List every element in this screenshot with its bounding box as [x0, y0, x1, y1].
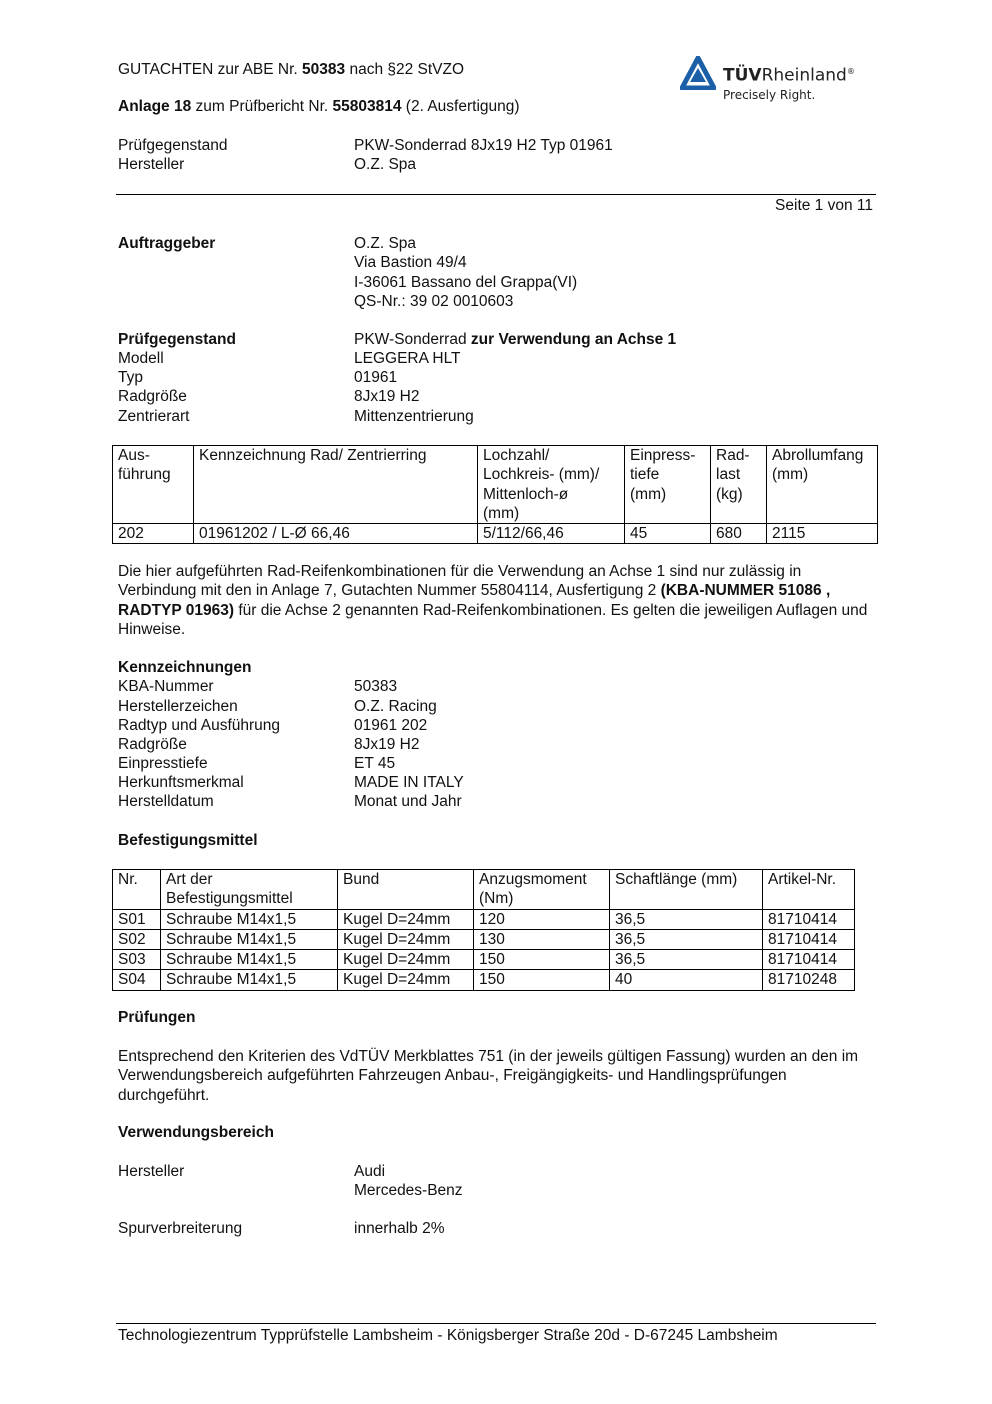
note-text: Die hier aufgeführten Rad-Reifenkombinationen für die Verwendung an Achse 1 sind nur zulässig in Verbindung mit den in Anlage 7, Gutachten Nummer 55804114, Ausfertigung 2 — [118, 563, 802, 600]
marking-label: Herstelldatum — [118, 793, 214, 810]
column-header: Anzugsmoment (Nm) — [474, 870, 610, 910]
pruefgegenstand-value-bold: zur Verwendung an Achse 1 — [470, 331, 677, 348]
table-cell: S02 — [113, 929, 161, 949]
footer-address: Technologiezentrum Typprüfstelle Lambsheim - Königsberger Straße 20d - D-67245 Lambsheim — [118, 1327, 778, 1344]
marking-value: Monat und Jahr — [354, 793, 462, 810]
table-cell: Kugel D=24mm — [338, 970, 474, 990]
combination-note — [118, 562, 868, 639]
title-prefix: GUTACHTEN zur ABE Nr. — [118, 61, 298, 78]
annex-line — [118, 97, 520, 116]
column-header: Abrollumfang (mm) — [767, 446, 878, 524]
tuv-triangle-icon — [680, 56, 716, 90]
track-widening-label: Spurverbreiterung — [118, 1220, 243, 1237]
annex-mid: zum Prüfbericht Nr. — [195, 98, 329, 115]
table-cell: 01961202 / L-Ø 66,46 — [194, 524, 478, 544]
logo-brand-rest: Rheinland — [761, 65, 847, 86]
table-row — [113, 929, 855, 949]
pruefungen-title: Prüfungen — [118, 1009, 196, 1026]
logo-registered: ® — [846, 67, 855, 76]
address-line: O.Z. Spa — [354, 235, 417, 252]
auftraggeber-address — [354, 234, 577, 311]
table-cell: Kugel D=24mm — [338, 950, 474, 970]
table-cell: 36,5 — [610, 950, 763, 970]
header-pg-label: Prüfgegenstand — [118, 137, 228, 154]
table-cell: 5/112/66,46 — [478, 524, 625, 544]
auftraggeber-section — [118, 234, 878, 314]
fastener-table — [112, 869, 855, 991]
marking-value: MADE IN ITALY — [354, 774, 464, 791]
note-text: für die Achse 2 genannten Rad-Reifenkombinationen. Es gelten die jeweiligen Auflagen und Hinweise. — [118, 601, 868, 638]
table-row — [113, 970, 855, 990]
spec-label: Radgröße — [118, 388, 187, 405]
logo-tagline: Precisely Right. — [723, 88, 816, 102]
column-header: Aus- führung — [113, 446, 194, 524]
table-cell: 150 — [474, 950, 610, 970]
title-suffix: nach §22 StVZO — [349, 61, 465, 78]
table-cell: S03 — [113, 950, 161, 970]
auftraggeber-label: Auftraggeber — [118, 235, 216, 252]
spec-label: Modell — [118, 350, 164, 367]
table-cell: Schraube M14x1,5 — [161, 929, 338, 949]
fastener-table-header — [113, 870, 855, 910]
marking-label: Radtyp und Ausführung — [118, 717, 281, 734]
pruefgegenstand-value-pre: PKW-Sonderrad — [354, 331, 467, 348]
address-line: I-36061 Bassano del Grappa(VI) — [354, 273, 578, 291]
marking-label: KBA-Nummer — [118, 678, 214, 695]
pruefgegenstand-value — [354, 330, 676, 349]
logo-brand-bold: TÜV — [723, 65, 762, 86]
column-header: Artikel-Nr. — [763, 870, 855, 910]
tuv-logo — [680, 56, 880, 104]
table-cell: Schraube M14x1,5 — [161, 950, 338, 970]
table-row — [113, 524, 878, 544]
header-hs-label: Hersteller — [118, 156, 185, 173]
verwendungsbereich-title: Verwendungsbereich — [118, 1124, 274, 1141]
report-title — [118, 60, 464, 79]
marking-value: 50383 — [354, 678, 398, 695]
column-header: Bund — [338, 870, 474, 910]
note-text-bold: (KBA-NUMMER 51086 , RADTYP 01963) — [118, 582, 831, 619]
spec-value: 8Jx19 H2 — [354, 388, 420, 405]
table-cell: 130 — [474, 929, 610, 949]
manufacturer-item: Audi — [354, 1163, 386, 1180]
table-cell: Schraube M14x1,5 — [161, 970, 338, 990]
abe-number: 50383 — [302, 61, 346, 78]
annex-label: Anlage 18 — [118, 98, 192, 115]
marking-label: Einpresstiefe — [118, 755, 208, 772]
table-cell: S01 — [113, 909, 161, 929]
column-header: Schaftlänge (mm) — [610, 870, 763, 910]
marking-label: Radgröße — [118, 736, 187, 753]
table-cell: Schraube M14x1,5 — [161, 909, 338, 929]
header-hs-value: O.Z. Spa — [354, 156, 417, 173]
table-cell: 36,5 — [610, 909, 763, 929]
column-header: Art der Befestigungsmittel — [161, 870, 338, 910]
track-widening-value: innerhalb 2% — [354, 1220, 445, 1237]
marking-label: Herstellerzeichen — [118, 698, 238, 715]
table-cell: 150 — [474, 970, 610, 990]
footer-divider — [116, 1323, 876, 1324]
address-line: QS-Nr.: 39 02 0010603 — [354, 292, 514, 310]
manufacturer-item: Mercedes-Benz — [354, 1182, 463, 1200]
spec-value: Mittenzentrierung — [354, 408, 474, 425]
marking-value: 8Jx19 H2 — [354, 736, 420, 753]
spec-value: LEGGERA HLT — [354, 350, 461, 367]
marking-value: 01961 202 — [354, 717, 428, 734]
address-line: Via Bastion 49/4 — [354, 254, 467, 272]
table-cell: 2115 — [767, 524, 878, 544]
befestigung-title: Befestigungsmittel — [118, 832, 258, 849]
table-cell: Kugel D=24mm — [338, 929, 474, 949]
table-cell: 120 — [474, 909, 610, 929]
marking-value: O.Z. Racing — [354, 698, 437, 715]
table-row — [113, 950, 855, 970]
report-number: 55803814 — [332, 98, 402, 115]
table-cell: 202 — [113, 524, 194, 544]
column-header: Nr. — [113, 870, 161, 910]
column-header: Lochzahl/ Lochkreis- (mm)/ Mittenloch-ø (mm) — [478, 446, 625, 524]
table-cell: 81710414 — [763, 929, 855, 949]
manufacturer-label: Hersteller — [118, 1163, 185, 1180]
marking-value: ET 45 — [354, 755, 396, 772]
table-cell: 81710414 — [763, 950, 855, 970]
table-cell: 40 — [610, 970, 763, 990]
table-cell: 680 — [711, 524, 767, 544]
marking-label: Herkunftsmerkmal — [118, 774, 244, 791]
pruefgegenstand-label: Prüfgegenstand — [118, 331, 236, 348]
table-cell: 36,5 — [610, 929, 763, 949]
column-header: Rad- last (kg) — [711, 446, 767, 524]
table-cell: 81710248 — [763, 970, 855, 990]
spec-label: Zentrierart — [118, 408, 190, 425]
manufacturer-list — [354, 1162, 463, 1201]
wheel-table — [112, 445, 878, 544]
header-pg-value: PKW-Sonderrad 8Jx19 H2 Typ 01961 — [354, 137, 613, 154]
logo-brand — [723, 62, 855, 86]
table-cell: 81710414 — [763, 909, 855, 929]
column-header: Kennzeichnung Rad/ Zentrierring — [194, 446, 478, 524]
page-number: Seite 1 von 11 — [775, 197, 873, 214]
table-row — [113, 909, 855, 929]
pruefungen-text: Entsprechend den Kriterien des VdTÜV Merkblattes 751 (in der jeweils gültigen Fassung) wurden an den im Verwendungsbereich aufgeführten Fahrzeugen Anbau-, Freigängigkeits- und Handlingsprüfungen durchgeführt. — [118, 1048, 859, 1104]
spec-label: Typ — [118, 369, 143, 386]
table-cell: S04 — [113, 970, 161, 990]
wheel-table-header — [113, 446, 878, 524]
column-header: Einpress- tiefe (mm) — [625, 446, 711, 524]
annex-suffix: (2. Ausfertigung) — [405, 98, 520, 115]
spec-value: 01961 — [354, 369, 398, 386]
header-divider — [116, 194, 876, 195]
table-cell: 45 — [625, 524, 711, 544]
kennzeichnungen-title: Kennzeichnungen — [118, 659, 252, 676]
table-cell: Kugel D=24mm — [338, 909, 474, 929]
